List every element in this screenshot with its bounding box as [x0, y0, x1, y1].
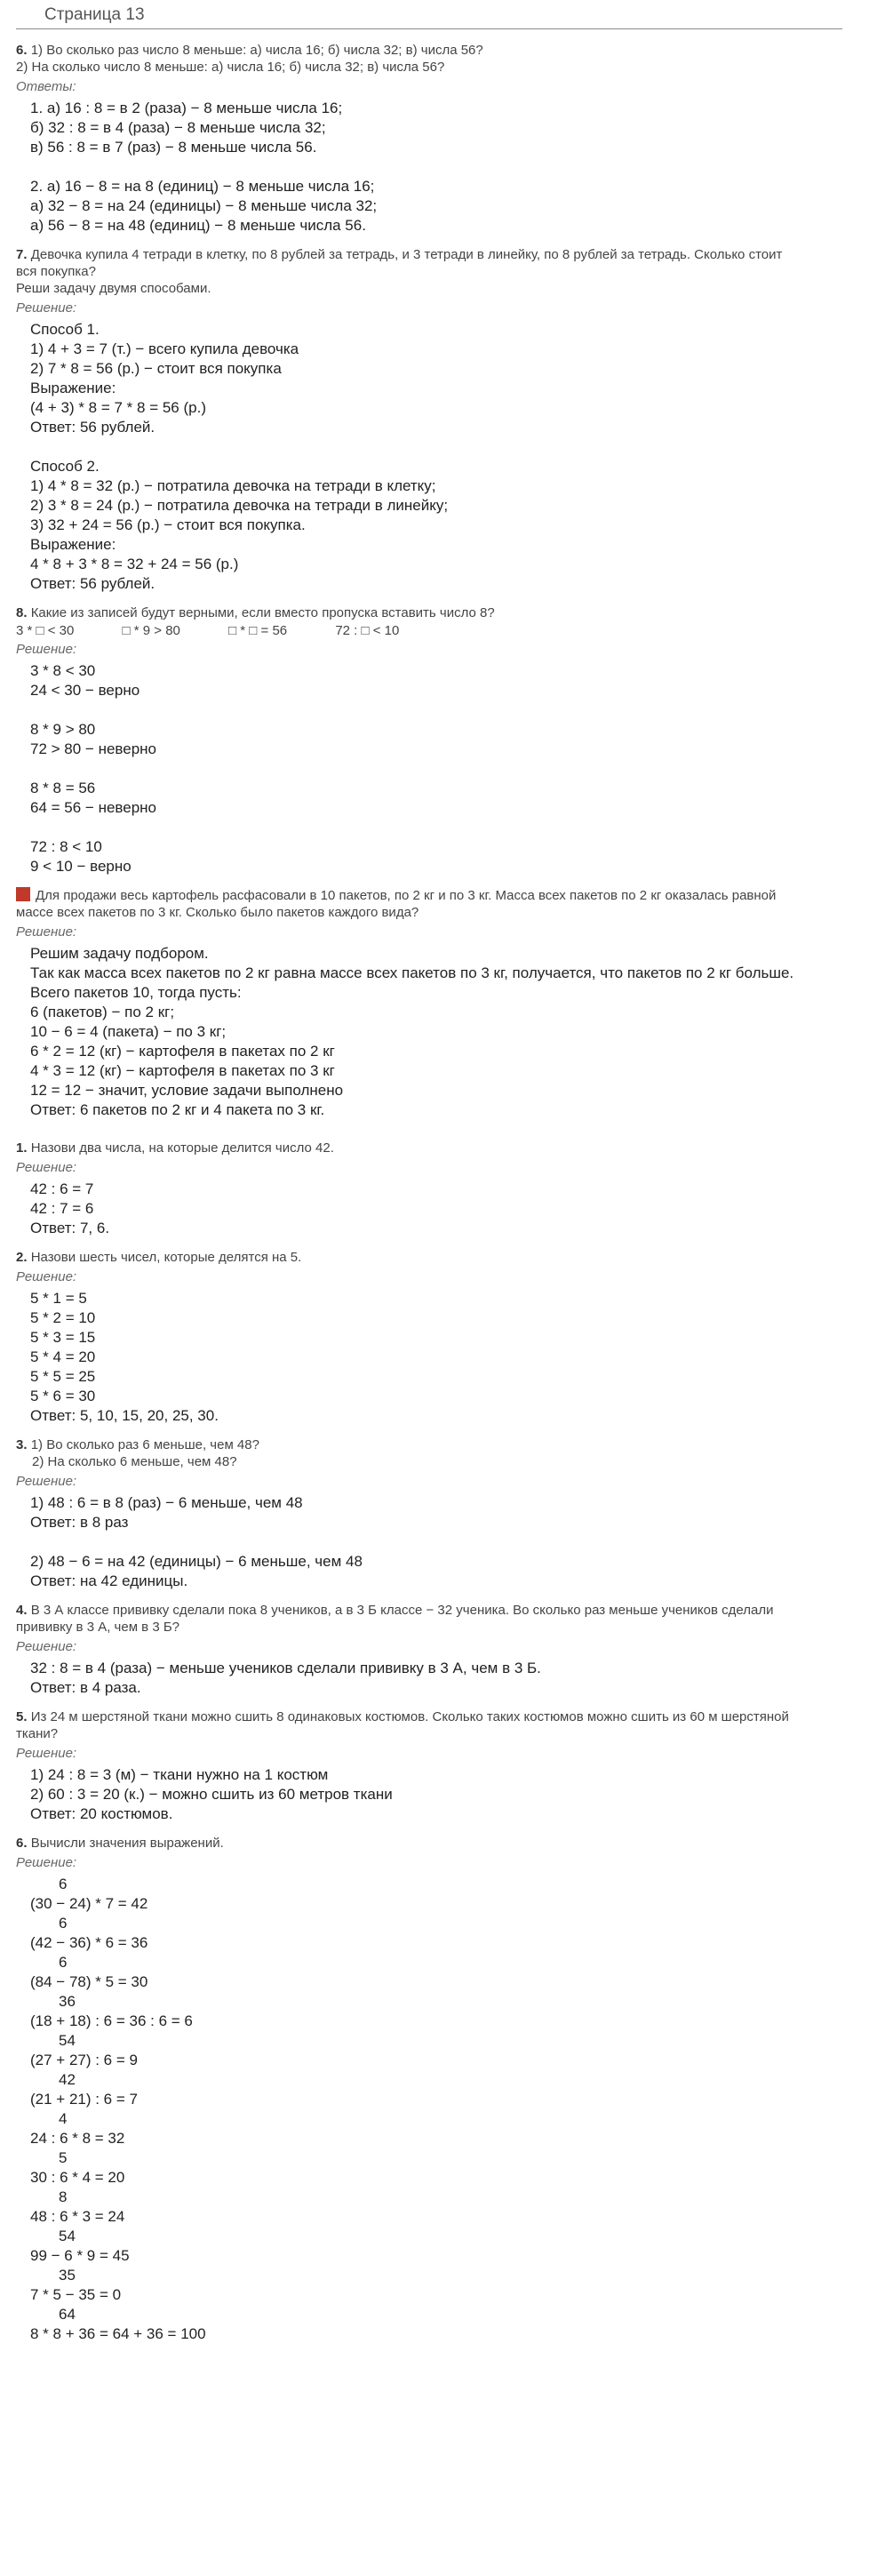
blank-line: [30, 700, 842, 720]
answer-line: 5 * 4 = 20: [30, 1348, 96, 1365]
answer-line: 5 * 6 = 30: [30, 1388, 96, 1404]
answer-line: 1) 4 + 3 = 7 (т.) − всего купила девочка: [30, 340, 299, 357]
blank-line: [30, 818, 842, 837]
task-1-question: [16, 1140, 842, 1156]
intermediate-value: 36: [59, 1993, 76, 2010]
blank-line: [30, 157, 842, 177]
task-6a-answer: [16, 99, 842, 236]
answer-line: 8 * 9 > 80: [30, 721, 96, 738]
task-potato-question: [16, 887, 842, 921]
answer-line: Всего пакетов 10, тогда пусть:: [30, 984, 242, 1001]
blank-line: [30, 437, 842, 457]
solution-label: Решение:: [16, 642, 77, 657]
answer-line: 24 < 30 − верно: [30, 682, 140, 699]
answer-line: Так как масса всех пакетов по 2 кг равна массе всех пакетов по 3 кг, получается, что пакетов по 2 кг больше.: [30, 964, 794, 981]
question-text: Назови два числа, на которые делится число 42.: [30, 1140, 334, 1156]
answer-line: 5 * 2 = 10: [30, 1309, 96, 1326]
task-7-answer: [16, 320, 842, 594]
task-3-question: [16, 1436, 842, 1470]
answer-line: в) 56 : 8 = в 7 (раз) − 8 меньше числа 56.: [30, 139, 317, 156]
question-text: Вычисли значения выражений.: [30, 1836, 224, 1851]
task-2-question: [16, 1249, 842, 1266]
answer-line: 3) 32 + 24 = 56 (р.) − стоит вся покупка.: [30, 516, 306, 533]
answer-line: 2) 60 : 3 = 20 (к.) − можно сшить из 60 метров ткани: [30, 1786, 393, 1803]
answer-line: 5 * 5 = 25: [30, 1368, 96, 1385]
page-title: Страница 13: [44, 5, 145, 24]
answer-line: Ответ: в 4 раза.: [30, 1679, 141, 1696]
solution-label: Решение:: [16, 1639, 77, 1654]
answer-line: Ответ: в 8 раз: [30, 1514, 129, 1531]
solution-label: Решение:: [16, 1160, 77, 1175]
answer-line: 6 (пакетов) − по 2 кг;: [30, 1004, 175, 1020]
blank-line: [30, 759, 842, 779]
question-text: Какие из записей будут верными, если вместо пропуска вставить число 8?: [30, 605, 495, 620]
question-text: ткани?: [16, 1726, 59, 1741]
answer-line: 2) 7 * 8 = 56 (р.) − стоит вся покупка: [30, 360, 282, 377]
solution-label: Решение:: [16, 1746, 77, 1761]
answer-line: 8 * 8 = 56: [30, 780, 96, 796]
answer-line: Ответ: 56 рублей.: [30, 419, 155, 436]
answer-line: 6 * 2 = 12 (кг) − картофеля в пакетах по 2 кг: [30, 1043, 335, 1060]
expression-line: 24 : 6 * 8 = 32: [30, 2130, 125, 2147]
expression-line: 99 − 6 * 9 = 45: [30, 2247, 130, 2264]
intermediate-value: 35: [59, 2267, 76, 2284]
question-text: Из 24 м шерстяной ткани можно сшить 8 одинаковых костюмов. Сколько таких костюмов можно сшить из 60 м шерстяной: [30, 1709, 789, 1724]
answer-line: 1) 4 * 8 = 32 (р.) − потратила девочка на тетради в клетку;: [30, 477, 436, 494]
answer-line: Ответ: 7, 6.: [30, 1220, 110, 1236]
answer-line: 4 * 8 + 3 * 8 = 32 + 24 = 56 (р.): [30, 556, 239, 572]
task-number: 3.: [16, 1437, 28, 1452]
task-number: 1.: [16, 1140, 28, 1156]
expression-line: (21 + 21) : 6 = 7: [30, 2091, 138, 2108]
answer-line: 2) 3 * 8 = 24 (р.) − потратила девочка на тетради в линейку;: [30, 497, 449, 514]
question-text: Девочка купила 4 тетради в клетку, по 8 рублей за тетрадь, и 3 тетради в линейку, по 8 рублей за тетрадь. Сколько стоит: [30, 247, 783, 262]
expression-line: (18 + 18) : 6 = 36 : 6 = 6: [30, 2012, 193, 2029]
answers-label: Ответы:: [16, 79, 76, 94]
intermediate-value: 8: [59, 2188, 68, 2205]
expression-line: 8 * 8 + 36 = 64 + 36 = 100: [30, 2325, 206, 2342]
blank-line: [30, 1532, 842, 1552]
task-7-question: [16, 246, 842, 297]
intermediate-value: 54: [59, 2228, 76, 2244]
question-text: вся покупка?: [16, 264, 96, 279]
answer-line: Ответ: 6 пакетов по 2 кг и 4 пакета по 3 кг.: [30, 1101, 325, 1118]
task-4-answer: [16, 1659, 842, 1698]
question-text: Для продажи весь картофель расфасовали в 10 пакетов, по 2 кг и по 3 кг. Масса всех пакетов по 2 кг оказалась равной: [36, 888, 777, 903]
intermediate-value: 6: [59, 1954, 68, 1971]
answer-line: Ответ: 20 костюмов.: [30, 1805, 173, 1822]
page-header: [16, 0, 842, 29]
answer-line: а) 32 − 8 = на 24 (единицы) − 8 меньше числа 32;: [30, 197, 378, 214]
task-number: 5.: [16, 1709, 28, 1724]
task-number: 2.: [16, 1250, 28, 1265]
question-text: В 3 А классе прививку сделали пока 8 учеников, а в 3 Б классе − 32 ученика. Во сколько раз меньше учеников сделали: [30, 1603, 774, 1618]
answer-line: 4 * 3 = 12 (кг) − картофеля в пакетах по 3 кг: [30, 1062, 335, 1079]
task-5-answer: [16, 1765, 842, 1824]
answer-line: Ответ: 5, 10, 15, 20, 25, 30.: [30, 1407, 219, 1424]
expression-line: (27 + 27) : 6 = 9: [30, 2052, 138, 2068]
intermediate-value: 42: [59, 2071, 76, 2088]
task-number: 4.: [16, 1603, 28, 1618]
expression-line: (42 − 36) * 6 = 36: [30, 1934, 148, 1951]
answer-line: 5 * 1 = 5: [30, 1290, 87, 1307]
expression: □ * 9 > 80: [122, 623, 180, 638]
answer-line: 72 : 8 < 10: [30, 838, 102, 855]
answer-line: Способ 1.: [30, 321, 100, 338]
task-number: 6.: [16, 1836, 28, 1851]
solution-label: Решение:: [16, 1855, 77, 1870]
question-text: 2) На сколько 6 меньше, чем 48?: [32, 1454, 237, 1469]
answer-line: Решим задачу подбором.: [30, 945, 209, 962]
answer-line: 10 − 6 = 4 (пакета) − по 3 кг;: [30, 1023, 227, 1040]
task-3-answer: [16, 1493, 842, 1591]
solution-label: Решение:: [16, 300, 77, 316]
answer-line: Ответ: 56 рублей.: [30, 575, 155, 592]
answer-line: Ответ: на 42 единицы.: [30, 1572, 188, 1589]
answer-line: 2. а) 16 − 8 = на 8 (единиц) − 8 меньше числа 16;: [30, 178, 375, 195]
expression-line: (30 − 24) * 7 = 42: [30, 1895, 148, 1912]
answer-line: 64 = 56 − неверно: [30, 799, 157, 816]
task-8-expressions: [16, 623, 842, 638]
task-2-answer: [16, 1289, 842, 1426]
task-5-question: [16, 1708, 842, 1742]
task-6b-question: [16, 1835, 842, 1852]
expression: 72 : □ < 10: [335, 623, 400, 638]
task-8-question: [16, 604, 842, 621]
task-potato-answer: [16, 944, 842, 1120]
task-8-answer: [16, 661, 842, 876]
task-4-question: [16, 1602, 842, 1636]
answer-line: б) 32 : 8 = в 4 (раза) − 8 меньше числа 32;: [30, 119, 326, 136]
answer-line: 32 : 8 = в 4 (раза) − меньше учеников сделали прививку в 3 А, чем в 3 Б.: [30, 1660, 541, 1676]
intermediate-value: 5: [59, 2149, 68, 2166]
solution-label: Решение:: [16, 924, 77, 940]
expression-line: 7 * 5 − 35 = 0: [30, 2286, 122, 2303]
expression-line: 30 : 6 * 4 = 20: [30, 2169, 125, 2186]
answer-line: 72 > 80 − неверно: [30, 740, 157, 757]
answer-line: 12 = 12 − значит, условие задачи выполнено: [30, 1082, 344, 1099]
answer-line: 1) 24 : 8 = 3 (м) − ткани нужно на 1 костюм: [30, 1766, 329, 1783]
intermediate-value: 6: [59, 1915, 68, 1932]
task-number: 6.: [16, 43, 28, 58]
answer-line: 2) 48 − 6 = на 42 (единицы) − 6 меньше, чем 48: [30, 1553, 363, 1570]
intermediate-value: 64: [59, 2306, 76, 2323]
answer-line: а) 56 − 8 = на 48 (единиц) − 8 меньше числа 56.: [30, 217, 366, 234]
question-text: 1) Во сколько раз 6 меньше, чем 48?: [30, 1437, 259, 1452]
answer-line: 1) 48 : 6 = в 8 (раз) − 6 меньше, чем 48: [30, 1494, 303, 1511]
question-text: 2) На сколько число 8 меньше: а) числа 16; б) числа 32; в) числа 56?: [16, 60, 445, 75]
red-marker-icon: [16, 887, 30, 901]
expression-line: (84 − 78) * 5 = 30: [30, 1973, 148, 1990]
answer-line: 42 : 7 = 6: [30, 1200, 94, 1217]
question-text: Реши задачу двумя способами.: [16, 281, 211, 296]
answer-line: 1. а) 16 : 8 = в 2 (раза) − 8 меньше числа 16;: [30, 100, 343, 116]
question-text: прививку в 3 А, чем в 3 Б?: [16, 1620, 180, 1635]
answer-line: Выражение:: [30, 380, 116, 396]
answer-line: 9 < 10 − верно: [30, 858, 132, 875]
task-number: 7.: [16, 247, 28, 262]
task-6a-question: [16, 42, 842, 76]
answer-line: 42 : 6 = 7: [30, 1180, 94, 1197]
solution-label: Решение:: [16, 1269, 77, 1284]
solution-label: Решение:: [16, 1474, 77, 1489]
expression: □ * □ = 56: [228, 623, 288, 638]
intermediate-value: 6: [59, 1876, 68, 1892]
intermediate-value: 4: [59, 2110, 68, 2127]
question-text: массе всех пакетов по 3 кг. Сколько было пакетов каждого вида?: [16, 905, 419, 920]
intermediate-value: 54: [59, 2032, 76, 2049]
task-6b-answer: [16, 1875, 842, 2344]
expression-line: 48 : 6 * 3 = 24: [30, 2208, 125, 2225]
question-text: Назови шесть чисел, которые делятся на 5.: [30, 1250, 302, 1265]
answer-line: Способ 2.: [30, 458, 100, 475]
task-1-answer: [16, 1180, 842, 1238]
answer-line: Выражение:: [30, 536, 116, 553]
expression: 3 * □ < 30: [16, 623, 75, 638]
answer-line: 5 * 3 = 15: [30, 1329, 96, 1346]
question-text: 1) Во сколько раз число 8 меньше: а) числа 16; б) числа 32; в) числа 56?: [30, 43, 483, 58]
task-number: 8.: [16, 605, 28, 620]
answer-line: 3 * 8 < 30: [30, 662, 96, 679]
answer-line: (4 + 3) * 8 = 7 * 8 = 56 (р.): [30, 399, 206, 416]
